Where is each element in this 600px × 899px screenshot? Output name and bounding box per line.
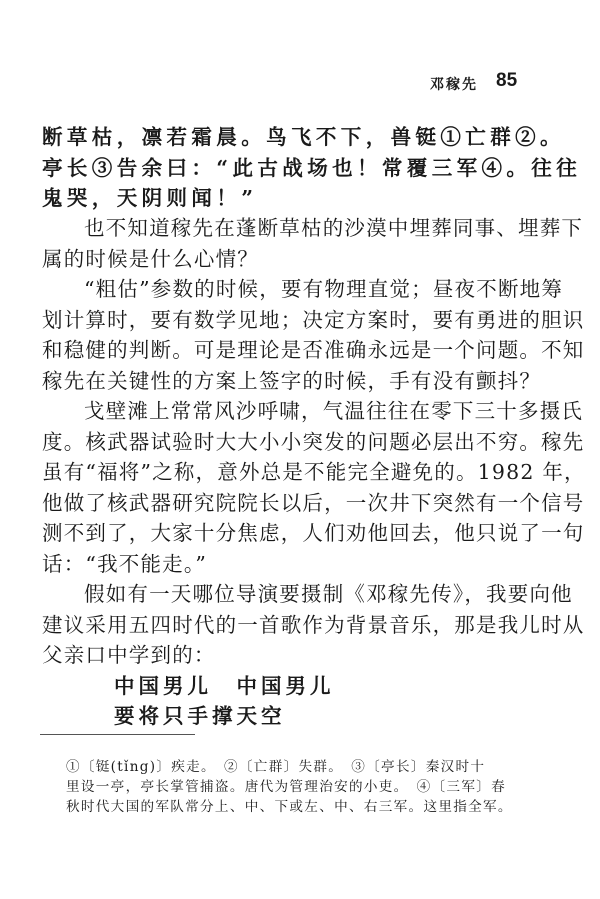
paragraph-line: 划计算时，要有数学见地；决定方案时，要有勇进的胆识 — [42, 308, 585, 332]
footnote-line: 里设一亭，亭长掌管捕盗。唐代为管理治安的小吏。 ④〔三军〕春 — [66, 779, 507, 795]
page-header — [0, 70, 600, 100]
lyric-line: 要将只手撑天空 — [114, 704, 286, 728]
paragraph-line: 建议采用五四时代的一首歌作为背景音乐，那是我儿时从 — [42, 613, 585, 637]
paragraph-line: 他做了核武器研究院院长以后，一次井下突然有一个信号 — [42, 491, 585, 515]
quote-line: 亭长③告余曰：“此古战场也！常覆三军④。往往 — [42, 156, 582, 180]
paragraph-line: 假如有一天哪位导演要摄制《邓稼先传》，我要向他 — [84, 582, 573, 606]
paragraph-line: 测不到了，大家十分焦虑，人们劝他回去，他只说了一句 — [42, 521, 585, 545]
running-head-title: 邓稼先 — [430, 77, 478, 93]
footnote-line: 秋时代大国的军队常分上、中、下或左、中、右三军。这里指全军。 — [66, 799, 513, 815]
paragraph-line: 稼先在关键性的方案上签字的时候，手有没有颤抖？ — [42, 369, 542, 393]
paragraph-line: 父亲口中学到的： — [42, 643, 216, 667]
paragraph-line: 戈壁滩上常常风沙呼啸，气温往往在零下三十多摄氏 — [84, 399, 584, 423]
paragraph-line: 和稳健的判断。可是理论是否准确永远是一个问题。不知 — [42, 338, 585, 362]
page-number: 85 — [496, 70, 518, 91]
lyric-line: 中国男儿 中国男儿 — [114, 674, 335, 698]
paragraph-line: 属的时候是什么心情？ — [42, 247, 259, 271]
paragraph-line: 虽有“福将”之称，意外总是不能完全避免的。1982 年， — [42, 460, 586, 484]
footnote-line: ①〔铤(tǐng)〕疾走。 ②〔亡群〕失群。 ③〔亭长〕秦汉时十 — [66, 759, 486, 775]
paragraph-line: “粗估”参数的时候，要有物理直觉；昼夜不断地筹 — [84, 277, 564, 301]
quote-line: 鬼哭，天阴则闻！” — [42, 186, 258, 210]
paragraph-line: 也不知道稼先在蓬断草枯的沙漠中埋葬同事、埋葬下 — [84, 216, 584, 240]
quote-line: 断草枯，凛若霜晨。鸟飞不下，兽铤①亡群②。 — [42, 125, 565, 149]
footnote-divider — [40, 734, 195, 735]
paragraph-line: 话：“我不能走。” — [42, 552, 208, 576]
paragraph-line: 度。核武器试验时大大小小突发的问题必层出不穷。稼先 — [42, 430, 585, 454]
